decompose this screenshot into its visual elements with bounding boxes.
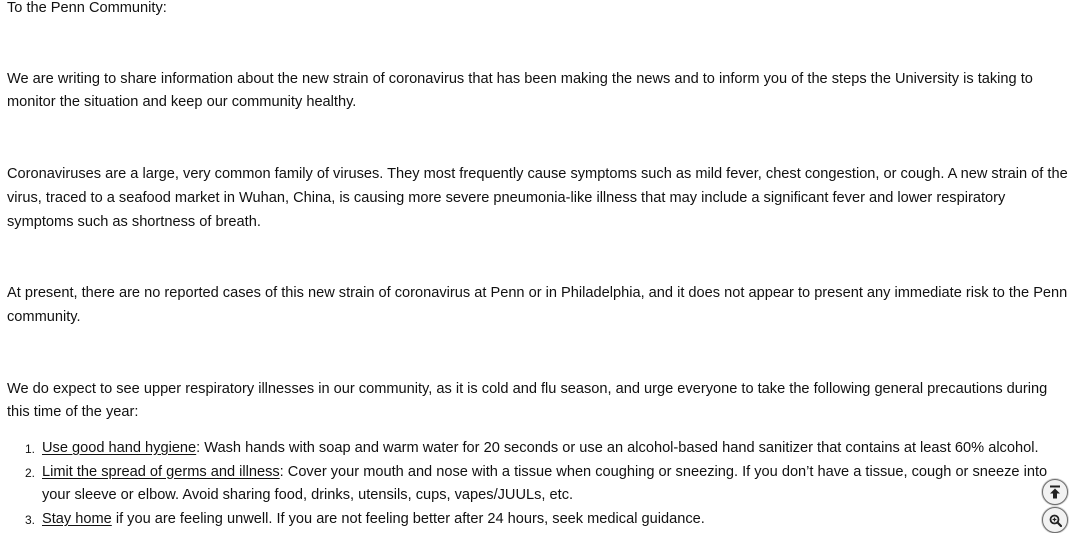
paragraph-precautions-intro: We do expect to see upper respiratory illnesses in our community, as it is cold and flu season, and urge everyone to take the following general precautions during this time of the year: xyxy=(7,380,1048,421)
list-item-text: : Cover your mouth and nose with a tissue when coughing or sneezing. If you don’t have a tissue, cough or sneeze into your sleeve or elbow. Avoid sharing food, drinks, utensils, cups, vapes/JUULs, etc. xyxy=(42,463,1048,504)
list-item-text: if you are feeling unwell. If you are not feeling better after 24 hours, seek medical guidance. xyxy=(111,511,705,528)
list-item xyxy=(7,437,1073,461)
list-item xyxy=(7,508,1073,532)
stay-home-link[interactable]: Stay home xyxy=(42,511,112,528)
scroll-to-top-button[interactable] xyxy=(1042,479,1068,505)
paragraph-intro: We are writing to share information about the new strain of coronavirus that has been making the news and to inform you of the steps the University is taking to monitor the situation and keep our community healthy. xyxy=(7,70,1033,111)
zoom-icon xyxy=(1049,514,1062,527)
list-number: 2. xyxy=(25,465,36,480)
hand-hygiene-link[interactable]: Use good hand hygiene xyxy=(42,440,197,457)
scroll-to-top-icon xyxy=(1049,485,1061,499)
zoom-button[interactable] xyxy=(1042,507,1068,533)
list-item-text: : Wash hands with soap and warm water for 20 seconds or use an alcohol-based hand sanitizer that contains at least 60% alcohol. xyxy=(196,440,1039,457)
limit-spread-link[interactable]: Limit the spread of germs and illness xyxy=(42,463,280,480)
precautions-list xyxy=(7,437,1073,532)
list-item xyxy=(7,461,1073,508)
greeting: To the Penn Community: xyxy=(7,0,167,16)
letter-body xyxy=(7,0,1073,532)
list-number: 3. xyxy=(25,513,36,528)
paragraph-coronavirus-info: Coronaviruses are a large, very common family of viruses. They most frequently cause symptoms such as mild fever, chest congestion, or cough. A new strain of the virus, traced to a seafood market in Wuhan, China, is causing more severe pneumonia-like illness that may include a significant fever and lower respiratory symptoms such as shortness of breath. xyxy=(7,166,1068,230)
paragraph-no-cases: At present, there are no reported cases of this new strain of coronavirus at Penn or in Philadelphia, and it does not appear to present any immediate risk to the Penn community. xyxy=(7,285,1068,325)
list-number: 1. xyxy=(25,442,36,457)
